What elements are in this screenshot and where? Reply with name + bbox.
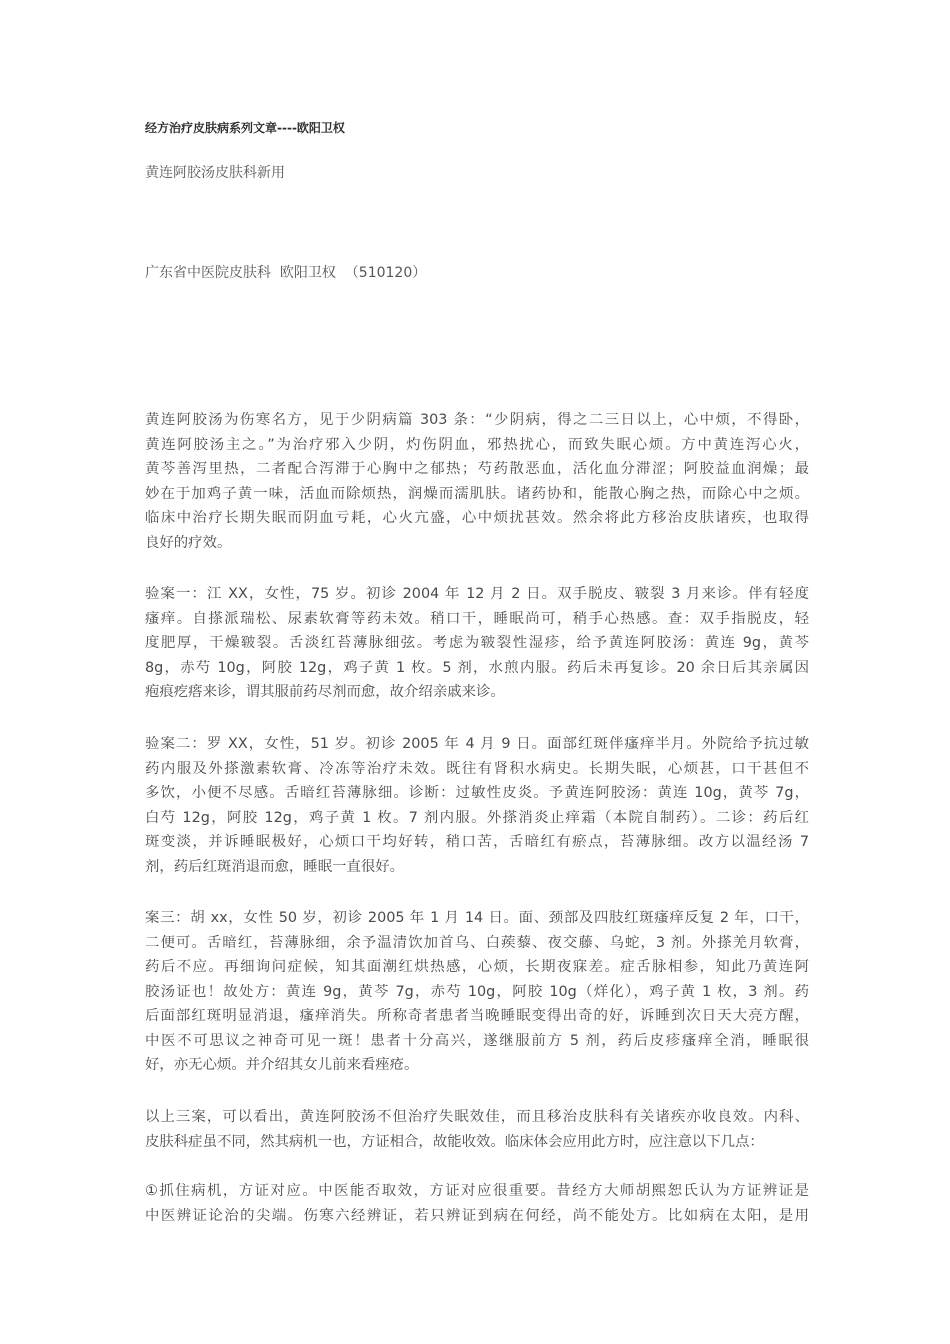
intro-paragraph xyxy=(145,408,809,555)
text-line: 皮肤科症虽不同，然其病机一也，方证相合，故能收效。临床体会应用此方时，应注意以下几点： xyxy=(145,1133,764,1150)
point-one-paragraph xyxy=(145,1179,809,1228)
text-line: 黄连阿胶汤为伤寒名方，见于少阴病篇 303 条：“少阴病，得之二三日以上，心中烦，不得卧， xyxy=(145,412,809,428)
text-line: 多饮，小便不尽感。舌暗红苔薄脉细。诊断：过敏性皮炎。予黄连阿胶汤：黄连 10g，黄芩 7g， xyxy=(145,785,809,801)
text-line: 度肥厚，干燥皲裂。舌淡红苔薄脉细弦。考虑为皲裂性湿疹，给予黄连阿胶汤：黄连 9g，黄芩 xyxy=(145,635,809,651)
case-one-paragraph xyxy=(145,582,809,705)
text-line: 黄芩善泻里热，二者配合泻滞于心胸中之郁热；芍药散恶血，活化血分滞涩；阿胶益血润燥；最 xyxy=(145,461,809,477)
summary-paragraph xyxy=(145,1105,809,1154)
text-line: ①抓住病机，方证对应。中医能否取效，方证对应很重要。昔经方大师胡熙恕氏认为方证辨证是 xyxy=(145,1183,809,1199)
text-line: 好，亦无心烦。并介绍其女儿前来看痤疮。 xyxy=(145,1057,419,1073)
text-line: 瘙痒。自搽派瑞松、尿素软膏等药未效。稍口干，睡眠尚可，稍手心热感。查：双手指脱皮，轻 xyxy=(145,610,809,627)
text-line: 中医不可思议之神奇可见一斑！患者十分高兴，遂继服前方 5 剂，药后皮疹瘙痒全消，睡眠很 xyxy=(145,1032,809,1049)
text-line: 剂，药后红斑消退而愈，睡眠一直很好。 xyxy=(145,858,405,875)
text-line: 斑变淡，并诉睡眠极好，心烦口干均好转，稍口苦，舌暗红有瘀点，苔薄脉细。改方以温经汤 7 xyxy=(145,834,809,850)
text-line: 8g，赤芍 10g，阿胶 12g，鸡子黄 1 枚。5 剂，水煎内服。药后未再复诊。20 余日后其亲属因 xyxy=(145,659,809,676)
text-line: 药后不应。再细询问症候，知其面潮红烘热感，心烦，长期夜寐差。症舌脉相参，知此乃黄连阿 xyxy=(145,959,809,975)
text-line: 良好的疗效。 xyxy=(145,534,232,551)
series-title: 经方治疗皮肤病系列文章----欧阳卫权 xyxy=(145,121,345,135)
text-line: 妙在于加鸡子黄一味，活血而除烦热，润燥而濡肌肤。诸药协和，能散心胸之热，而除心中之烦。 xyxy=(145,485,809,502)
text-line: 胶汤证也！故处方：黄连 9g，黄芩 7g，赤芍 10g，阿胶 10g（烊化），鸡子黄 1 枚，3 剂。药 xyxy=(145,983,809,1000)
author-affiliation: 广东省中医院皮肤科 欧阳卫权 （510120） xyxy=(145,265,427,281)
case-three-paragraph xyxy=(145,906,809,1078)
article-title: 黄连阿胶汤皮肤科新用 xyxy=(145,165,285,181)
text-line: 疱痕疙瘩来诊，谓其服前药尽剂而愈，故介绍亲戚来诊。 xyxy=(145,684,505,700)
text-line: 中医辨证论治的尖端。伤寒六经辨证，若只辨证到病在何经，尚不能处方。比如病在太阳，是用 xyxy=(145,1207,809,1224)
text-line: 药内服及外搽激素软膏、冷冻等治疗未效。既往有肾积水病史。长期失眠，心烦甚，口干甚但不 xyxy=(145,760,809,777)
text-line: 后面部红斑明显消退，瘙痒消失。所称奇者患者当晚睡眠变得出奇的好，诉睡到次日天大亮方醒， xyxy=(145,1008,809,1024)
text-line: 以上三案，可以看出，黄连阿胶汤不但治疗失眠效佳，而且移治皮肤科有关诸疾亦收良效。内科、 xyxy=(145,1109,809,1125)
case-two-paragraph xyxy=(145,732,809,879)
text-line: 白芍 12g，阿胶 12g，鸡子黄 1 枚。7 剂内服。外搽消炎止痒霜（本院自制药）。二诊：药后红 xyxy=(145,809,809,826)
text-line: 临床中治疗长期失眠而阴血亏耗，心火亢盛，心中烦扰甚效。然余将此方移治皮肤诸疾，也取得 xyxy=(145,510,809,526)
text-line: 验案二：罗 XX，女性，51 岁。初诊 2005 年 4 月 9 日。面部红斑伴瘙痒半月。外院给予抗过敏 xyxy=(145,736,809,752)
text-line: 黄连阿胶汤主之。”为治疗邪入少阴，灼伤阴血，邪热扰心，而致失眠心烦。方中黄连泻心火， xyxy=(145,436,809,453)
text-line: 验案一：江 XX，女性，75 岁。初诊 2004 年 12 月 2 日。双手脱皮、皲裂 3 月来诊。伴有轻度 xyxy=(145,586,809,602)
text-line: 案三：胡 xx，女性 50 岁，初诊 2005 年 1 月 14 日。面、颈部及四肢红斑瘙痒反复 2 年，口干， xyxy=(145,910,809,926)
text-line: 二便可。舌暗红，苔薄脉细，余予温清饮加首乌、白蒺藜、夜交藤、乌蛇，3 剂。外搽羌月软膏， xyxy=(145,934,809,951)
